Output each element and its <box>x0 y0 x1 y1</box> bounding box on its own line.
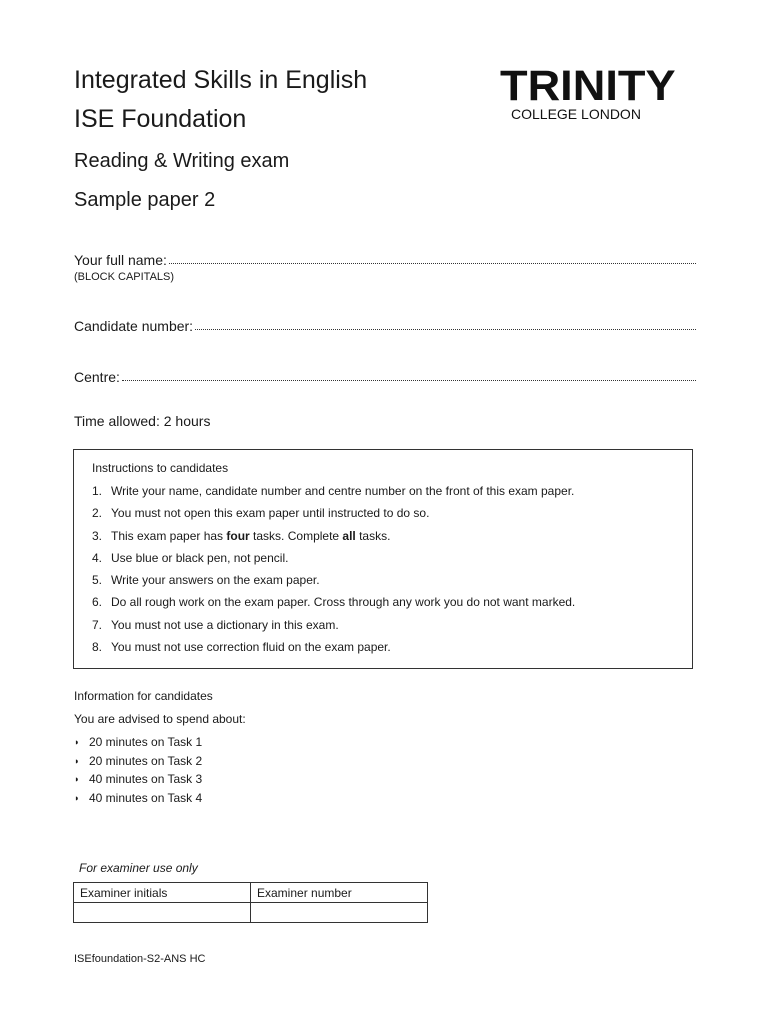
list-item-number: 6. <box>92 595 103 610</box>
list-item <box>92 483 575 505</box>
examiner-number-header: Examiner number <box>251 883 428 903</box>
list-item <box>74 789 202 808</box>
list-item <box>92 528 575 550</box>
list-item <box>92 572 575 594</box>
instructions-list <box>92 483 575 661</box>
time-allowed <box>74 413 210 429</box>
list-item-text: Write your answers on the exam paper. <box>111 573 320 588</box>
list-item <box>92 550 575 572</box>
exam-subtitle-line1: Reading & Writing exam <box>74 150 290 172</box>
block-capitals-note: (BLOCK CAPITALS) <box>74 271 175 283</box>
centre-label: Centre: <box>74 369 120 385</box>
list-item-text: 20 minutes on Task 1 <box>89 735 203 750</box>
examiner-initials-header: Examiner initials <box>74 883 251 903</box>
list-item-text: Write your name, candidate number and centre number on the front of this exam paper. <box>111 484 575 498</box>
examiner-use-label: For examiner use only <box>79 861 198 875</box>
examiner-initials-cell[interactable] <box>74 903 251 923</box>
full-name-field[interactable] <box>74 252 696 268</box>
candidate-number-label: Candidate number: <box>74 318 194 334</box>
list-item-text: 40 minutes on Task 4 <box>89 790 203 805</box>
centre-field[interactable] <box>74 369 696 385</box>
list-item-text: Use blue or black pen, not pencil. <box>111 550 289 565</box>
text-fragment: tasks. Complete <box>249 528 343 543</box>
examiner-number-cell[interactable] <box>251 903 428 923</box>
instructions-heading: Instructions to candidates <box>92 461 229 475</box>
logo-wordmark: TRINITY <box>500 62 676 110</box>
list-item-number: 7. <box>92 617 103 632</box>
document-code: ISEfoundation-S2-ANS HC <box>74 953 206 965</box>
list-item <box>92 505 575 527</box>
list-item <box>92 617 575 639</box>
list-item-text: 20 minutes on Task 2 <box>89 753 203 768</box>
bullet-icon: ◗ <box>74 755 80 766</box>
exam-title-line2: ISE Foundation <box>74 105 247 133</box>
list-item <box>92 639 575 661</box>
information-heading: Information for candidates <box>74 689 213 703</box>
examiner-table <box>73 882 428 923</box>
list-item-text <box>111 528 390 550</box>
centre-line[interactable] <box>122 379 696 381</box>
exam-title-line1: Integrated Skills in English <box>74 66 368 94</box>
text-fragment: This exam paper has <box>111 528 227 543</box>
list-item-text: You must not open this exam paper until instructed to do so. <box>111 506 430 521</box>
list-item-number: 4. <box>92 550 103 565</box>
bold-all: all <box>342 528 356 543</box>
exam-subtitle-line2: Sample paper 2 <box>74 189 216 211</box>
time-allowed-label: Time allowed: <box>74 413 160 429</box>
candidate-number-line[interactable] <box>195 328 696 330</box>
trinity-logo <box>500 64 696 122</box>
list-item <box>74 752 202 771</box>
list-item-text: You must not use a dictionary in this exam. <box>111 617 339 632</box>
list-item <box>74 770 202 789</box>
list-item-number: 1. <box>92 484 103 498</box>
bullet-icon: ◗ <box>74 792 80 803</box>
instructions-box <box>73 449 693 669</box>
list-item-text: You must not use correction fluid on the exam paper. <box>111 640 391 655</box>
bold-four: four <box>226 528 250 543</box>
list-item-number: 5. <box>92 573 103 588</box>
full-name-line[interactable] <box>169 262 696 264</box>
list-item <box>74 733 202 752</box>
list-item-number: 2. <box>92 506 103 521</box>
information-advise: You are advised to spend about: <box>74 712 246 726</box>
list-item-number: 3. <box>92 528 103 543</box>
bullet-icon: ◗ <box>74 774 80 785</box>
logo-subtext: COLLEGE LONDON <box>511 106 641 122</box>
bullet-icon: ◗ <box>74 737 80 748</box>
text-fragment: tasks. <box>355 528 391 543</box>
list-item <box>92 594 575 616</box>
list-item-text: Do all rough work on the exam paper. Cross through any work you do not want marked. <box>111 595 576 610</box>
task-time-list <box>74 733 202 807</box>
candidate-number-field[interactable] <box>74 318 696 334</box>
list-item-text: 40 minutes on Task 3 <box>89 772 203 787</box>
full-name-label: Your full name: <box>74 252 167 268</box>
list-item-number: 8. <box>92 640 103 655</box>
time-allowed-value: 2 hours <box>163 413 211 429</box>
